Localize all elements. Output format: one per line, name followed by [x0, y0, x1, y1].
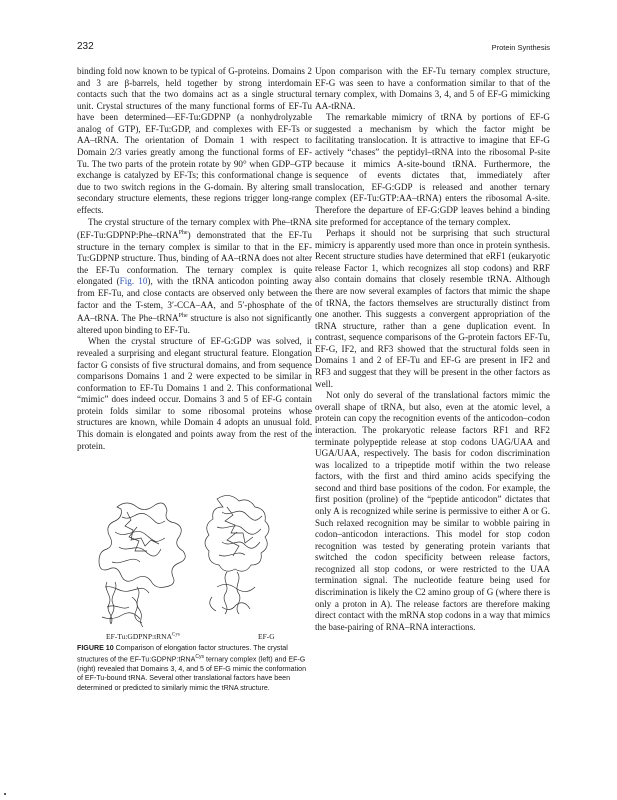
right-paragraph-2: The remarkable mimicry of tRNA by portions of EF-G suggested a mechanism by which the factor might be facilitating translocation. It is attractive to imagine that EF-G actively “chases” the peptidyl–tRNA into the ribosomal P-site because it mimics A-site-bound tRNA. Furthermore, the sequence of events dictates that, immediately after translocation, EF-G:GDP is released and another ternary complex (EF-Tu:GTP:AA–tRNA) enters the ribosomal A-site. Therefore the departure of EF-G:GDP leaves behind a binding site preformed for acceptance of the ternary complex.: [315, 112, 550, 227]
right-paragraph-4: Not only do several of the translational factors mimic the overall shape of tRNA, but also, even at the atomic level, a protein can copy the recognition events of the anticodon–codon interaction. The prokaryotic release factors RF1 and RF2 terminate polypeptide release at stop codons UAG/UAA and UGA/UAA, respectively. The basis for codon discrimination was localized to a tripeptide motif within the two release factors, with the first and third amino acids specifying the second and third base positions of the codon. For example, the first position (proline) of the “peptide anticodon” dictates that only A is recognized while serine is permissive to either A or G. Such relaxed recognition may be similar to wobble pairing in codon–anticodon interactions. This model for stop codon recognition was tested by generating protein variants that switched the codon specificity between release factors, recognized all stop codons, or were restricted to the UAA termination signal. The nucleotide feature being used for discrimination is likely the C2 amino group of G (where there is only a proton in A). The release factors are therefore making direct contact with the mRNA stop codons in a way that mimics the base-pairing of RNA–RNA interactions.: [315, 390, 550, 632]
panel-label-ef-g: EF-G: [258, 632, 275, 641]
text-run: ternary complex (left) and EF-G (right) revealed that Domains 3, 4, and 5 of EF-G mimic the conformation of EF-Tu-bound tRNA. Several other translational factors have been determined or predicted to similarly mimic the tRNA structure.: [77, 655, 307, 692]
superscript: Phe: [178, 230, 188, 237]
scan-edge-mark: [4, 793, 6, 795]
text-run: Comparison of elongation factor structures. The crystal structures of the EF-Tu:GDPNP:tRNA: [77, 644, 288, 664]
caption-lead: FIGURE 10: [77, 644, 114, 652]
superscript: Phe: [178, 313, 188, 320]
ef-g-structure: [205, 495, 269, 614]
right-paragraph-3: Perhaps it should not be surprising that such structural mimicry is apparently used more than once in protein synthesis. Recent structure studies have determined that eRF1 (eukaryotic release Factor 1, which recognizes all stop codons) and RRF also contain domains that closely resemble tRNA. Although there are now several examples of factors that mimic the shape of tRNA, the factors themselves are structurally distinct from one another. This suggests a convergent appropriation of the tRNA structure, rather than a gene duplication event. In contrast, sequence comparisons of the G-protein factors EF-Tu, EF-G, IF2, and RF3 showed that the structural folds seen in Domains 1 and 2 of EF-Tu and EF-G are present in IF2 and RF3 and suggest that they will be present in the other factors as well.: [315, 228, 550, 389]
text-run: EF-Tu:GDPNP:tRNA: [106, 632, 172, 641]
left-column: [77, 66, 312, 452]
text-run: The crystal structure of the ternary complex with Phe–tRNA (EF-Tu:GDPNP:Phe–tRNA: [77, 216, 312, 241]
superscript: Cys: [172, 632, 180, 638]
running-head: Protein Synthesis: [491, 43, 550, 52]
superscript: Cys: [195, 654, 205, 661]
right-paragraph-1: Upon comparison with the EF-Tu ternary complex structure, EF-G was seen to have a conformation similar to that of the ternary complex, with Domains 3, 4, and 5 of EF-G mimicking AA-tRNA.: [315, 66, 550, 111]
text-run: structure is also not significantly altered upon binding to EF-Tu.: [77, 313, 312, 335]
left-paragraph-1: binding fold now known to be typical of G-proteins. Domains 2 and 3 are β-barrels, held together by strong interdomain contacts such that the two domains act as a single structural unit. Crystal structures of the many functional forms of EF-Tu have been determined—EF-Tu:GDPNP (a nonhydrolyzable analog of GTP), EF-Tu:GDP, and complexes with EF-Ts or AA–tRNA. The orientation of Domain 1 with respect to Domain 2/3 varies greatly among the functional forms of EF-Tu. The two parts of the protein rotate by 90° when GDP–GTP exchange is catalyzed by EF-Ts; this conformational change is due to two switch regions in the G-domain. By altering small secondary structure elements, these regions trigger long-range effects.: [77, 66, 312, 215]
left-paragraph-3: When the crystal structure of EF-G:GDP was solved, it revealed a surprising and elegant structural feature. Elongation factor G consists of five structural domains, and from sequence comparisons Domains 1 and 2 were expected to be similar in conformation to EF-Tu Domains 1 and 2. This conformational “mimic” does indeed occur. Domains 3 and 5 of EF-G contain protein folds similar to some ribosomal proteins whose structures are known, while Domain 4 adopts an unusual fold. This domain is elongated and points away from the rest of the protein.: [77, 336, 312, 451]
protein-structure-illustration: [77, 487, 312, 637]
text-run: ) demonstrated that the EF-Tu structure in the ternary complex is similar to that in the EF-Tu:GDPNP structure. Thus, binding of AA–tRNA does not alter the EF-Tu conformation. The ternary complex is quite elongated (: [77, 230, 312, 287]
right-column: [315, 66, 550, 633]
left-paragraph-2: [77, 217, 312, 337]
figure-10-link[interactable]: Fig. 10: [119, 276, 148, 287]
text-run: ), with the tRNA anticodon pointing away from EF-Tu, and close contacts are observed only between the factor and the T-stem, 3′-CCA–AA, and 5′-phosphate of the AA–tRNA. The Phe–tRNA: [77, 276, 312, 324]
ef-tu-ternary-complex-structure: [99, 503, 185, 627]
figure-caption: [77, 644, 312, 693]
panel-label-ef-tu: [106, 632, 180, 641]
figure-10-image: [77, 487, 312, 637]
page-number: 232: [77, 41, 94, 52]
